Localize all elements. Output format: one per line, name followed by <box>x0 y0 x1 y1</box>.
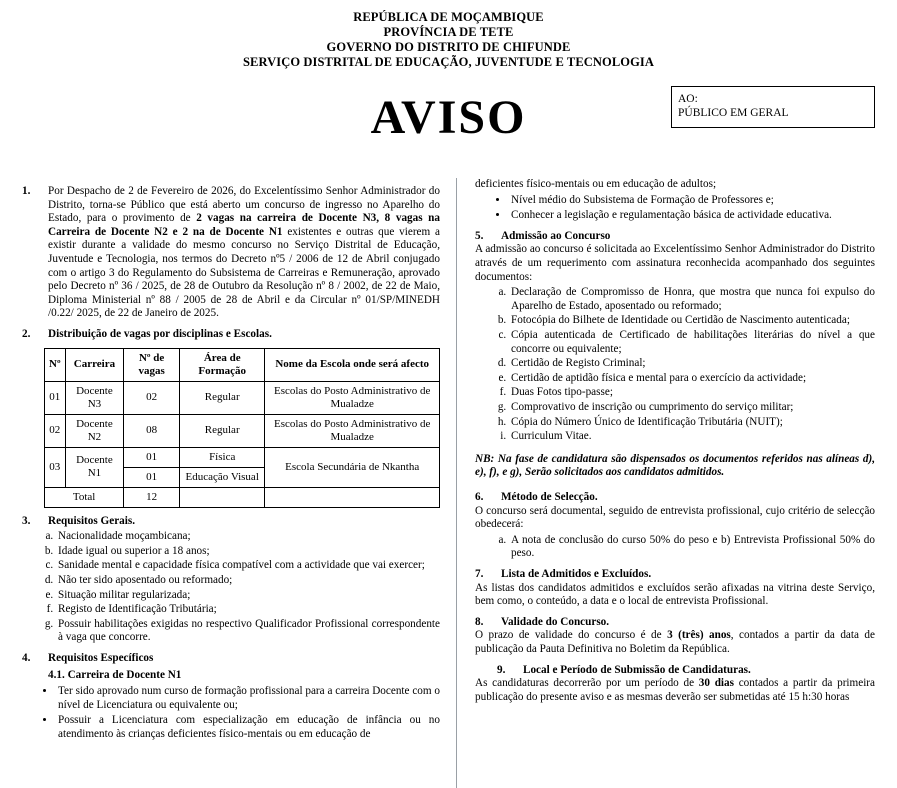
cell-area: Regular <box>180 381 265 414</box>
cell-carreira: Docente N2 <box>65 414 124 447</box>
clause-1-text <box>48 185 440 321</box>
cell-n: 01 <box>45 381 66 414</box>
addressee-box <box>671 86 875 128</box>
clause-2-title: Distribuição de vagas por disciplinas e Escolas. <box>48 327 272 340</box>
title-row <box>22 80 875 162</box>
list-item: d. Certidão de Registo Criminal; <box>509 357 875 371</box>
list-item: a. A nota de conclusão do curso 50% do peso e b) Entrevista Profissional 50% do peso. <box>509 534 875 561</box>
clause-9-title: Local e Período de Submissão de Candidaturas. <box>523 663 751 676</box>
clause-8-number: 8. <box>475 615 484 628</box>
clause-6-number: 6. <box>475 491 484 504</box>
cell-n: 02 <box>45 414 66 447</box>
cell-area: Física <box>180 447 265 467</box>
list-item: c. Sanidade mental e capacidade física compatível com a actividade que vai exercer; <box>56 559 440 573</box>
list-item: g. Possuir habilitações exigidas no respectivo Qualificador Profissional correspondente à vaga que concorre. <box>56 618 440 645</box>
table-row <box>45 414 440 447</box>
clause-8-text <box>475 629 875 656</box>
clause-6 <box>475 491 875 505</box>
list-item: b. Idade igual ou superior a 18 anos; <box>56 545 440 559</box>
cell-escola: Escolas do Posto Administrativo de Mualadze <box>265 414 440 447</box>
list-item: d. Não ter sido aposentado ou reformado; <box>56 574 440 588</box>
list-item: e. Situação militar regularizada; <box>56 589 440 603</box>
clause-5-title: Admissão ao Concurso <box>501 229 611 242</box>
cell-carreira: Docente N3 <box>65 381 124 414</box>
list-item: a. Nacionalidade moçambicana; <box>56 530 440 544</box>
clause-9 <box>497 664 875 678</box>
list-item: • Possuir a Licenciatura com especialização em educação de infância ou no atendimento às crianças deficientes físico-mentais ou em educação de <box>56 714 440 741</box>
clause-9-part1: As candidaturas decorrerão por um período de <box>475 677 699 690</box>
list-item: f. Duas Fotos tipo-passe; <box>509 386 875 400</box>
total-label: Total <box>45 487 124 507</box>
clause-1 <box>22 185 440 321</box>
total-blank-escola <box>265 487 440 507</box>
total-blank-area <box>180 487 265 507</box>
list-item: e. Certidão de aptidão física e mental para o exercício da actividade; <box>509 372 875 386</box>
clause-8-part2: , contados a partir da data de publicação da Pauta Definitiva no Boletim da República. <box>475 629 875 655</box>
clause-5-number: 5. <box>475 229 484 242</box>
cell-vagas: 02 <box>124 381 180 414</box>
list-item: • Conhecer a legislação e regulamentação básica de actividade educativa. <box>509 209 875 223</box>
clause-1-number: 1. <box>22 185 31 197</box>
left-column <box>22 178 456 788</box>
admissao-documentos-list <box>475 286 875 444</box>
clause-7 <box>475 568 875 582</box>
nb-note: NB: Na fase de candidatura são dispensados os documentos referidos nas alíneas d), e), f), e g), Serão solicitados aos candidatos admitidos. <box>475 452 875 479</box>
clause-4-title: Requisitos Específicos <box>48 651 154 664</box>
clause-8 <box>475 616 875 630</box>
cell-escola: Escola Secundária de Nkantha <box>265 447 440 487</box>
clause-9-bold1: 30 dias <box>698 677 734 690</box>
requisitos-gerais-list <box>22 530 440 645</box>
clause-9-part2: contados a partir da primeira publicação do presente aviso e as mesmas deverão ser submetidas até 15 h:30 horas <box>475 677 875 703</box>
clause-7-title: Lista de Admitidos e Excluídos. <box>501 568 652 581</box>
clause-1-part1: Por Despacho de 2 de Fevereiro de 2026, do Excelentíssimo Senhor Administrador do Distrito, torna-se Público que está aberto um concurso de ingresso no Aparelho do Estado, para o provimento de <box>48 185 440 225</box>
list-item: c. Cópia autenticada de Certificado de habilitações literárias do nível a que concorre ou equivalente; <box>509 329 875 356</box>
metodo-seleccao-list <box>475 534 875 561</box>
header-line-3: GOVERNO DO DISTRITO DE CHIFUNDE <box>326 40 571 54</box>
clause-4-number: 4. <box>22 651 31 664</box>
page-title: AVISO <box>370 91 527 144</box>
th-escola: Nome da Escola onde será afecto <box>265 348 440 381</box>
clause-7-text: As listas dos candidatos admitidos e excluídos serão afixadas na vitrina deste Serviço, bem como, o conteúdo, a data e o local de entrevista Profissional. <box>475 581 875 608</box>
cell-vagas: 01 <box>124 447 180 467</box>
cell-area: Regular <box>180 414 265 447</box>
clause-4-subhead: 4.1. Carreira de Docente N1 <box>48 669 182 682</box>
clause-4 <box>22 652 440 666</box>
list-item: a. Declaração de Compromisso de Honra, que mostra que nunca foi expulso do Aparelho de Estado, aposentado ou reformado; <box>509 286 875 313</box>
cell-vagas: 08 <box>124 414 180 447</box>
clause-8-part1: O prazo de validade do concurso é de <box>475 629 668 642</box>
list-item: f. Registo de Identificação Tributária; <box>56 603 440 617</box>
clause-6-intro: O concurso será documental, seguido de entrevista profissional, cujo critério de selecção obedecerá: <box>475 504 875 531</box>
table-total-row <box>45 487 440 507</box>
addressee-value: PÚBLICO EM GERAL <box>678 107 789 119</box>
clause-1-part2: existentes e outras que vierem a existir durante a validade do mesmo concurso no Serviço Distrital de Educação, Juventude e Tecnologia, nos termos do Decreto nº5 / 2006 de 12 de Abril conjugado com o artigo 3 do Regulamento do Subsistema de Carreiras e Remuneração, aprovado pelo Decreto nº 36 / 2025, de 28 de Outubro da Resolução nº 8 / 2002, de 22 de Maio, Diploma Ministerial nº 88 / 2005 de 28 de Abril e da Circular nº 01/SP/MINEDH /0.22/ 2025, de 22 de Janeiro de 2025. <box>48 225 440 320</box>
cell-escola: Escolas do Posto Administrativo de Mualadze <box>265 381 440 414</box>
th-carreira: Carreira <box>65 348 124 381</box>
table-header-row <box>45 348 440 381</box>
table-row <box>45 381 440 414</box>
list-item: h. Cópia do Número Único de Identificação Tributária (NUIT); <box>509 416 875 430</box>
th-vagas: Nº de vagas <box>124 348 180 381</box>
cell-carreira: Docente N1 <box>65 447 124 487</box>
clause-2-number: 2. <box>22 327 31 340</box>
continuation-text: deficientes físico-mentais ou em educação de adultos; <box>475 178 717 190</box>
clause-3 <box>22 515 440 529</box>
cell-area: Educação Visual <box>180 467 265 487</box>
clause-7-number: 7. <box>475 568 484 581</box>
continuation-bullets <box>475 194 875 223</box>
clause-3-number: 3. <box>22 514 31 527</box>
clause-6-title: Método de Selecção. <box>501 491 598 504</box>
list-item: i. Curriculum Vitae. <box>509 430 875 444</box>
vagas-table <box>44 348 440 508</box>
clause-8-bold1: 3 (três) anos <box>667 629 731 642</box>
clause-5-intro: A admissão ao concurso é solicitada ao Excelentíssimo Senhor Administrador do Distrito através de um requerimento com assinatura reconhecida acompanhado dos seguintes documentos: <box>475 243 875 283</box>
body-columns <box>22 178 875 788</box>
clause-9-text <box>475 677 875 704</box>
header-line-4: SERVIÇO DISTRITAL DE EDUCAÇÃO, JUVENTUDE E TECNOLOGIA <box>242 55 655 69</box>
table-row <box>45 447 440 467</box>
clause-2 <box>22 328 440 342</box>
list-item: b. Fotocópia do Bilhete de Identidade ou Certidão de Nascimento autenticada; <box>509 314 875 328</box>
th-numero: Nº <box>45 348 66 381</box>
clause-5 <box>475 230 875 244</box>
addressee-label: AO: <box>678 93 698 105</box>
list-item: • Nível médio do Subsistema de Formação de Professores e; <box>509 194 875 208</box>
clause-9-number: 9. <box>497 663 506 676</box>
header-line-2: PROVÍNCIA DE TETE <box>383 25 514 39</box>
header-line-1: REPÚBLICA DE MOÇAMBIQUE <box>353 10 544 24</box>
list-item: • Ter sido aprovado num curso de formação profissional para a carreira Docente com o nível de Licenciatura ou equivalente ou; <box>56 685 440 712</box>
clause-8-title: Validade do Concurso. <box>501 615 610 628</box>
document-header <box>22 10 875 70</box>
clause-3-title: Requisitos Gerais. <box>48 514 136 527</box>
clause-1-bold1: 2 vagas na carreira de Docente N3, 8 vagas na Carreira de Docente N2 e 2 na de Docente N1 <box>48 212 441 238</box>
th-area: Área de Formação <box>180 348 265 381</box>
total-value: 12 <box>124 487 180 507</box>
right-column <box>456 178 875 788</box>
list-item: g. Comprovativo de inscrição ou cumprimento do serviço militar; <box>509 401 875 415</box>
cell-n: 03 <box>45 447 66 487</box>
cell-vagas: 01 <box>124 467 180 487</box>
requisitos-especificos-list <box>22 685 440 741</box>
